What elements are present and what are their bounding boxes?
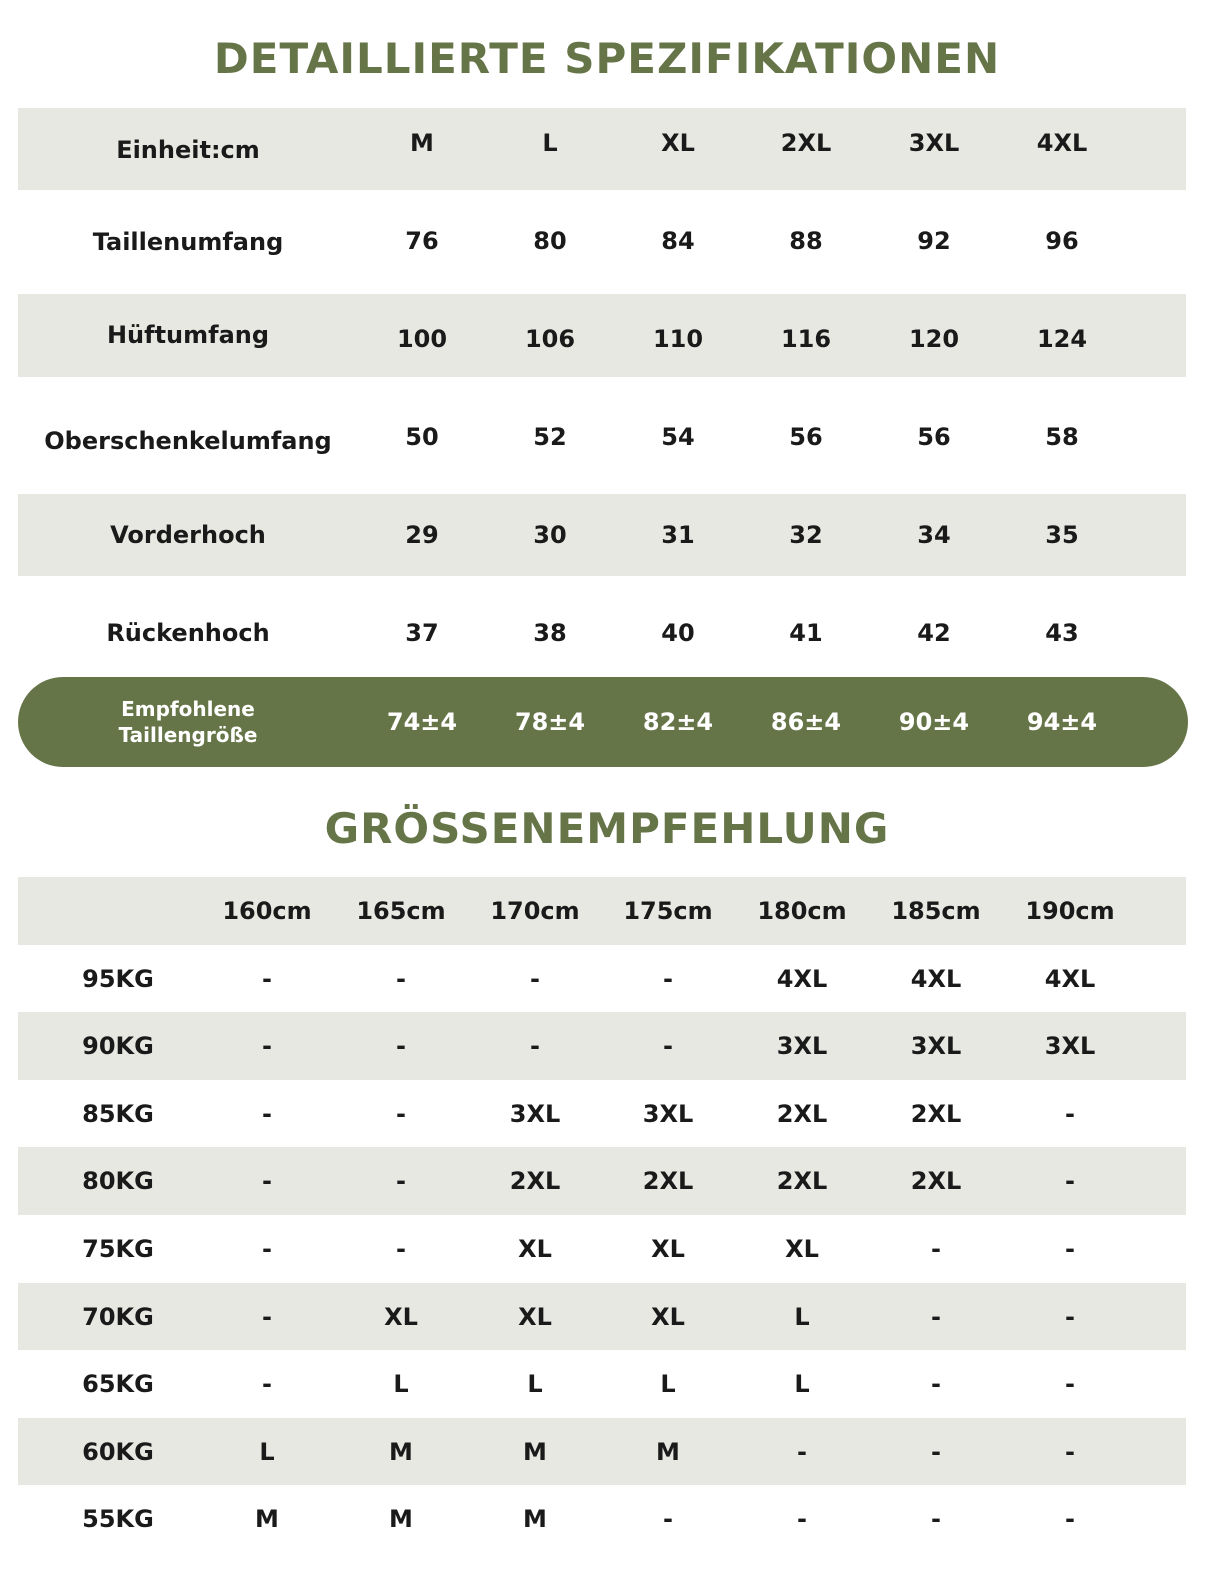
size-cell: - [262,1167,272,1196]
spec-value: 56 [789,423,823,451]
spec-value: 50 [405,423,439,451]
size-header: M [410,129,434,157]
spec-title: DETAILLIERTE SPEZIFIKATIONEN [213,34,1001,83]
size-cell: - [396,964,406,993]
size-cell: - [1065,1099,1075,1128]
weight-label: 60KG [82,1437,154,1466]
size-cell: 3XL [776,1032,828,1061]
size-cell: 3XL [1044,1032,1096,1061]
size-cell: XL [651,1235,685,1263]
size-cell: - [663,1505,673,1534]
size-header: XL [661,129,695,157]
size-cell: 2XL [910,1099,962,1128]
measurement-label: Rückenhoch [106,619,270,647]
size-header: L [542,129,558,157]
size-row [18,1012,1186,1080]
size-header: 3XL [908,129,960,157]
size-cell: 2XL [509,1167,561,1196]
size-cell: 4XL [776,964,828,993]
weight-label: 90KG [82,1032,154,1061]
spec-row [18,377,1186,494]
size-cell: - [1065,1505,1075,1534]
weight-label: 70KG [82,1302,154,1331]
height-header: 170cm [490,897,580,925]
spec-value: 29 [405,521,439,549]
spec-value: 42 [917,619,951,647]
size-cell: 4XL [1044,964,1096,993]
size-row [18,1485,1186,1553]
size-cell: L [660,1370,676,1399]
size-cell: - [262,1099,272,1128]
size-row [18,1147,1186,1215]
measurement-label: Taillenumfang [92,228,284,256]
size-row [18,945,1186,1013]
size-cell: - [1065,1302,1075,1331]
spec-value: 76 [405,227,439,255]
size-row [18,1350,1186,1418]
size-cell: - [931,1505,941,1534]
spec-value: 92 [917,227,951,255]
weight-label: 80KG [82,1167,154,1196]
size-cell: - [262,1302,272,1331]
size-cell: - [1065,1235,1075,1263]
size-cell: L [393,1370,409,1399]
spec-value: 54 [661,423,695,451]
height-header: 175cm [623,897,713,925]
spec-value: 31 [661,521,695,549]
size-cell: XL [518,1302,552,1331]
spec-header-row [18,108,1186,190]
recommended-label-line1: Empfohlene [121,697,255,721]
size-cell: - [262,1370,272,1399]
size-cell: - [663,1032,673,1061]
height-header: 185cm [891,897,981,925]
spec-value: 58 [1045,423,1079,451]
size-cell: - [396,1099,406,1128]
weight-label: 55KG [82,1505,154,1534]
size-row [18,1080,1186,1148]
recommended-waist-value: 82±4 [642,708,714,736]
spec-value: 34 [917,521,951,549]
recommended-waist-value: 74±4 [386,708,458,736]
spec-value: 88 [789,227,823,255]
size-cell: L [794,1302,810,1331]
spec-value: 38 [533,619,567,647]
spec-value: 52 [533,423,567,451]
size-cell: L [527,1370,543,1399]
size-cell: XL [518,1235,552,1263]
weight-label: 95KG [82,964,154,993]
size-cell: M [656,1437,680,1466]
spec-value: 30 [533,521,567,549]
spec-value: 37 [405,619,439,647]
weight-label: 85KG [82,1099,154,1128]
size-recommendation-title: GRÖSSENEMPFEHLUNG [324,804,890,853]
size-cell: - [396,1235,406,1263]
size-cell: M [255,1505,279,1534]
size-cell: - [396,1032,406,1061]
height-header: 190cm [1025,897,1115,925]
recommended-waist-row [18,677,1188,767]
spec-value: 32 [789,521,823,549]
weight-label: 65KG [82,1370,154,1399]
size-cell: 4XL [910,964,962,993]
weight-label: 75KG [82,1235,154,1263]
spec-row [18,190,1186,294]
spec-value: 106 [524,325,576,353]
size-cell: - [262,1032,272,1061]
size-cell: - [931,1370,941,1399]
size-cell: 2XL [910,1167,962,1196]
size-cell: - [931,1437,941,1466]
size-cell: M [523,1505,547,1534]
spec-row [18,294,1186,377]
size-cell: - [530,1032,540,1061]
spec-value: 110 [652,325,704,353]
height-header: 165cm [356,897,446,925]
recommended-waist-label [18,696,358,748]
spec-value: 43 [1045,619,1079,647]
spec-value: 35 [1045,521,1079,549]
measurement-label: Vorderhoch [110,521,266,549]
recommended-waist-value: 78±4 [514,708,586,736]
spec-value: 120 [908,325,960,353]
height-header: 180cm [757,897,847,925]
recommended-waist-value: 90±4 [898,708,970,736]
size-cell: - [530,964,540,993]
size-cell: - [663,964,673,993]
measurement-label: Hüftumfang [106,321,270,349]
size-cell: XL [785,1235,819,1263]
size-cell: - [262,964,272,993]
size-header: 4XL [1036,129,1088,157]
size-cell: M [389,1505,413,1534]
spec-value: 40 [661,619,695,647]
spec-row [18,494,1186,576]
spec-value: 56 [917,423,951,451]
size-cell: M [523,1437,547,1466]
spec-value: 124 [1036,325,1088,353]
size-row [18,1283,1186,1351]
spec-value: 96 [1045,227,1079,255]
size-cell: - [797,1505,807,1534]
spec-value: 80 [533,227,567,255]
size-cell: XL [384,1302,418,1331]
size-cell: - [1065,1167,1075,1196]
spec-row [18,576,1186,676]
spec-value: 84 [661,227,695,255]
size-cell: - [1065,1437,1075,1466]
size-cell: - [1065,1370,1075,1399]
size-cell: 2XL [776,1167,828,1196]
size-cell: - [931,1302,941,1331]
spec-value: 41 [789,619,823,647]
size-cell: - [396,1167,406,1196]
size-cell: 3XL [642,1099,694,1128]
spec-value: 116 [780,325,832,353]
size-cell: - [797,1437,807,1466]
height-header: 160cm [222,897,312,925]
recommended-waist-value: 94±4 [1026,708,1098,736]
size-cell: L [794,1370,810,1399]
size-cell: XL [651,1302,685,1331]
size-header: 2XL [780,129,832,157]
size-header-row [18,877,1186,945]
size-cell: 3XL [910,1032,962,1061]
size-cell: M [389,1437,413,1466]
unit-label: Einheit:cm [116,136,260,164]
size-cell: 3XL [509,1099,561,1128]
size-cell: - [262,1235,272,1263]
size-cell: 2XL [776,1099,828,1128]
size-cell: 2XL [642,1167,694,1196]
size-cell: - [931,1235,941,1263]
size-cell: L [259,1437,275,1466]
measurement-label: Oberschenkelumfang [44,427,332,455]
recommended-label-line2: Taillengröße [118,723,258,747]
size-row [18,1418,1186,1486]
recommended-waist-value: 86±4 [770,708,842,736]
spec-value: 100 [396,325,448,353]
size-row [18,1215,1186,1283]
